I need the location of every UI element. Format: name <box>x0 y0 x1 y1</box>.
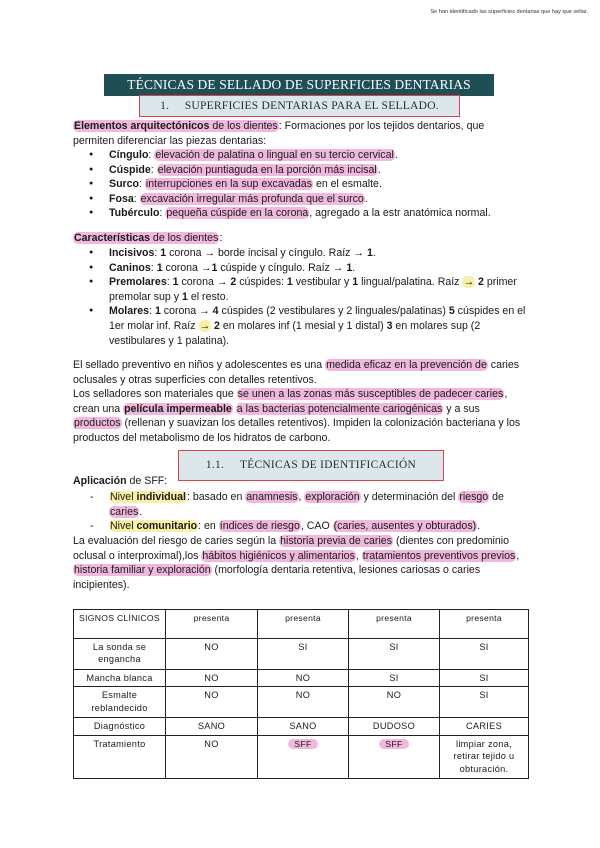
caracteristicas-list <box>88 246 528 348</box>
table-row <box>74 735 529 778</box>
top-note: Se han identificado las superficies dentarias que hay que sellar. <box>430 9 588 15</box>
list-item-molares: ● Molares: 1 corona → 4 cúspides (2 vestibulares y 2 linguales/palatinas) 5 cúspides en el 1er molar inf. Raíz → 2 en molares inf (1 mesial y 1 distal) 3 en molares sup (2 vestibulares y 1 palatina). <box>88 304 528 348</box>
list-item: ● Cúspide: elevación puntiaguda en la porción más incisal. <box>88 163 528 178</box>
table-header-cell: presenta <box>349 610 440 639</box>
list-item: ● Tubérculo: pequeña cúspide en la corona, agregado a la estr anatómica normal. <box>88 206 528 221</box>
list-item-nivel-comunitario: - Nivel comunitario: en índices de riesgo, CAO (caries, ausentes y obturados). <box>88 519 528 534</box>
sff-badge: SFF <box>379 739 408 749</box>
table-cell: Diagnóstico <box>74 718 166 735</box>
paragraph-sellado-preventivo: El sellado preventivo en niños y adolescentes es una medida eficaz en la prevención de caries oclusales y otras superficies con detalles retentivos. <box>73 359 520 386</box>
section1-heading <box>139 95 460 117</box>
table-cell: DUDOSO <box>349 718 440 735</box>
signos-clinicos-table <box>73 609 529 779</box>
list-item-caninos: ● Caninos: 1 corona →1 cúspide y cíngulo. Raíz → 1. <box>88 261 528 276</box>
table-cell: NO <box>166 735 258 778</box>
table-cell: NO <box>166 639 258 670</box>
table-cell <box>349 735 440 778</box>
table-header-row <box>74 610 529 639</box>
table-row <box>74 639 529 670</box>
list-item-premolares: ● Premolares: 1 corona → 2 cúspides: 1 vestibular y 1 lingual/palatina. Raíz → 2 primer premolar sup y 1 el resto. <box>88 275 528 304</box>
list-item-nivel-individual: - Nivel individual: basado en anamnesis, exploración y determinación del riesgo de caries. <box>88 490 528 519</box>
aplicacion-heading: Aplicación de SFF: <box>73 475 168 487</box>
table-header-cell: presenta <box>258 610 349 639</box>
table-cell: SI <box>349 670 440 687</box>
caracteristicas-heading: Características de los dientes: <box>74 232 223 244</box>
table-row <box>74 670 529 687</box>
table-cell <box>258 735 349 778</box>
table-header-cell: presenta <box>166 610 258 639</box>
table-cell: SI <box>440 639 529 670</box>
table-row <box>74 718 529 735</box>
arquitectonicos-list <box>88 148 528 221</box>
table-cell: limpiar zona, retirar tejido u obturación. <box>440 735 529 778</box>
table-cell: SANO <box>258 718 349 735</box>
sff-badge: SFF <box>288 739 317 749</box>
section11-number: 1.1. <box>205 459 225 471</box>
list-item: ● Fosa: excavación irregular más profunda que el surco. <box>88 192 528 207</box>
table-cell: Mancha blanca <box>74 670 166 687</box>
section11-title: TÉCNICAS DE IDENTIFICACIÓN <box>239 459 417 471</box>
table-header-cell: SIGNOS CLÍNICOS <box>74 610 166 639</box>
arquitectonicos-rest: de los dientes <box>209 120 278 132</box>
table-cell: La sonda se engancha <box>74 639 166 670</box>
table-cell: NO <box>166 670 258 687</box>
main-title: TÉCNICAS DE SELLADO DE SUPERFICIES DENTARIAS <box>104 74 494 96</box>
arquitectonicos-definition: : Formaciones por los tejidos dentarios, que permiten diferenciar las piezas dentarias: <box>73 120 485 147</box>
table-cell: SI <box>349 639 440 670</box>
table-header-cell: presenta <box>440 610 529 639</box>
section1-title: SUPERFICIES DENTARIAS PARA EL SELLADO. <box>184 99 439 112</box>
section1-number: 1. <box>160 99 170 112</box>
list-item-incisivos: ● Incisivos: 1 corona → borde incisal y cíngulo. Raíz → 1. <box>88 246 528 261</box>
table-cell: NO <box>258 687 349 718</box>
list-item: ● Surco: interrupciones en la sup excavadas en el esmalte. <box>88 177 528 192</box>
list-item: ● Cíngulo: elevación de palatina o lingual en su tercio cervical. <box>88 148 528 163</box>
niveles-list <box>88 490 528 534</box>
paragraph-selladores: Los selladores son materiales que se unen a las zonas más susceptibles de padecer caries, crean una película impermeable a las bacterias potencialmente cariogénicas y a sus productos (rellenan y suavizan los detalles retentivos). Impiden la colonización bacteriana y los productos del metabolismo de los hidratos de carbono. <box>73 388 521 444</box>
table-cell: Esmalte reblandecido <box>74 687 166 718</box>
arquitectonicos-term: Elementos arquitectónicos <box>74 120 210 132</box>
paragraph-evaluacion-riesgo: La evaluación del riesgo de caries según la historia previa de caries (dientes con predominio oclusal o interproximal),los hábitos higiénicos y alimentarios, tratamientos preventivos previos, historia familiar y exploración (morfología dentaria retentiva, lesiones cariosas o caries incipientes). <box>73 535 520 591</box>
table-cell: NO <box>349 687 440 718</box>
table-cell: SANO <box>166 718 258 735</box>
arquitectonicos-paragraph <box>73 119 528 148</box>
table-row <box>74 687 529 718</box>
table-cell: Tratamiento <box>74 735 166 778</box>
table-cell: SI <box>440 687 529 718</box>
table-cell: NO <box>258 670 349 687</box>
table-cell: CARIES <box>440 718 529 735</box>
table-cell: SI <box>258 639 349 670</box>
table-cell: NO <box>166 687 258 718</box>
table-cell: SI <box>440 670 529 687</box>
